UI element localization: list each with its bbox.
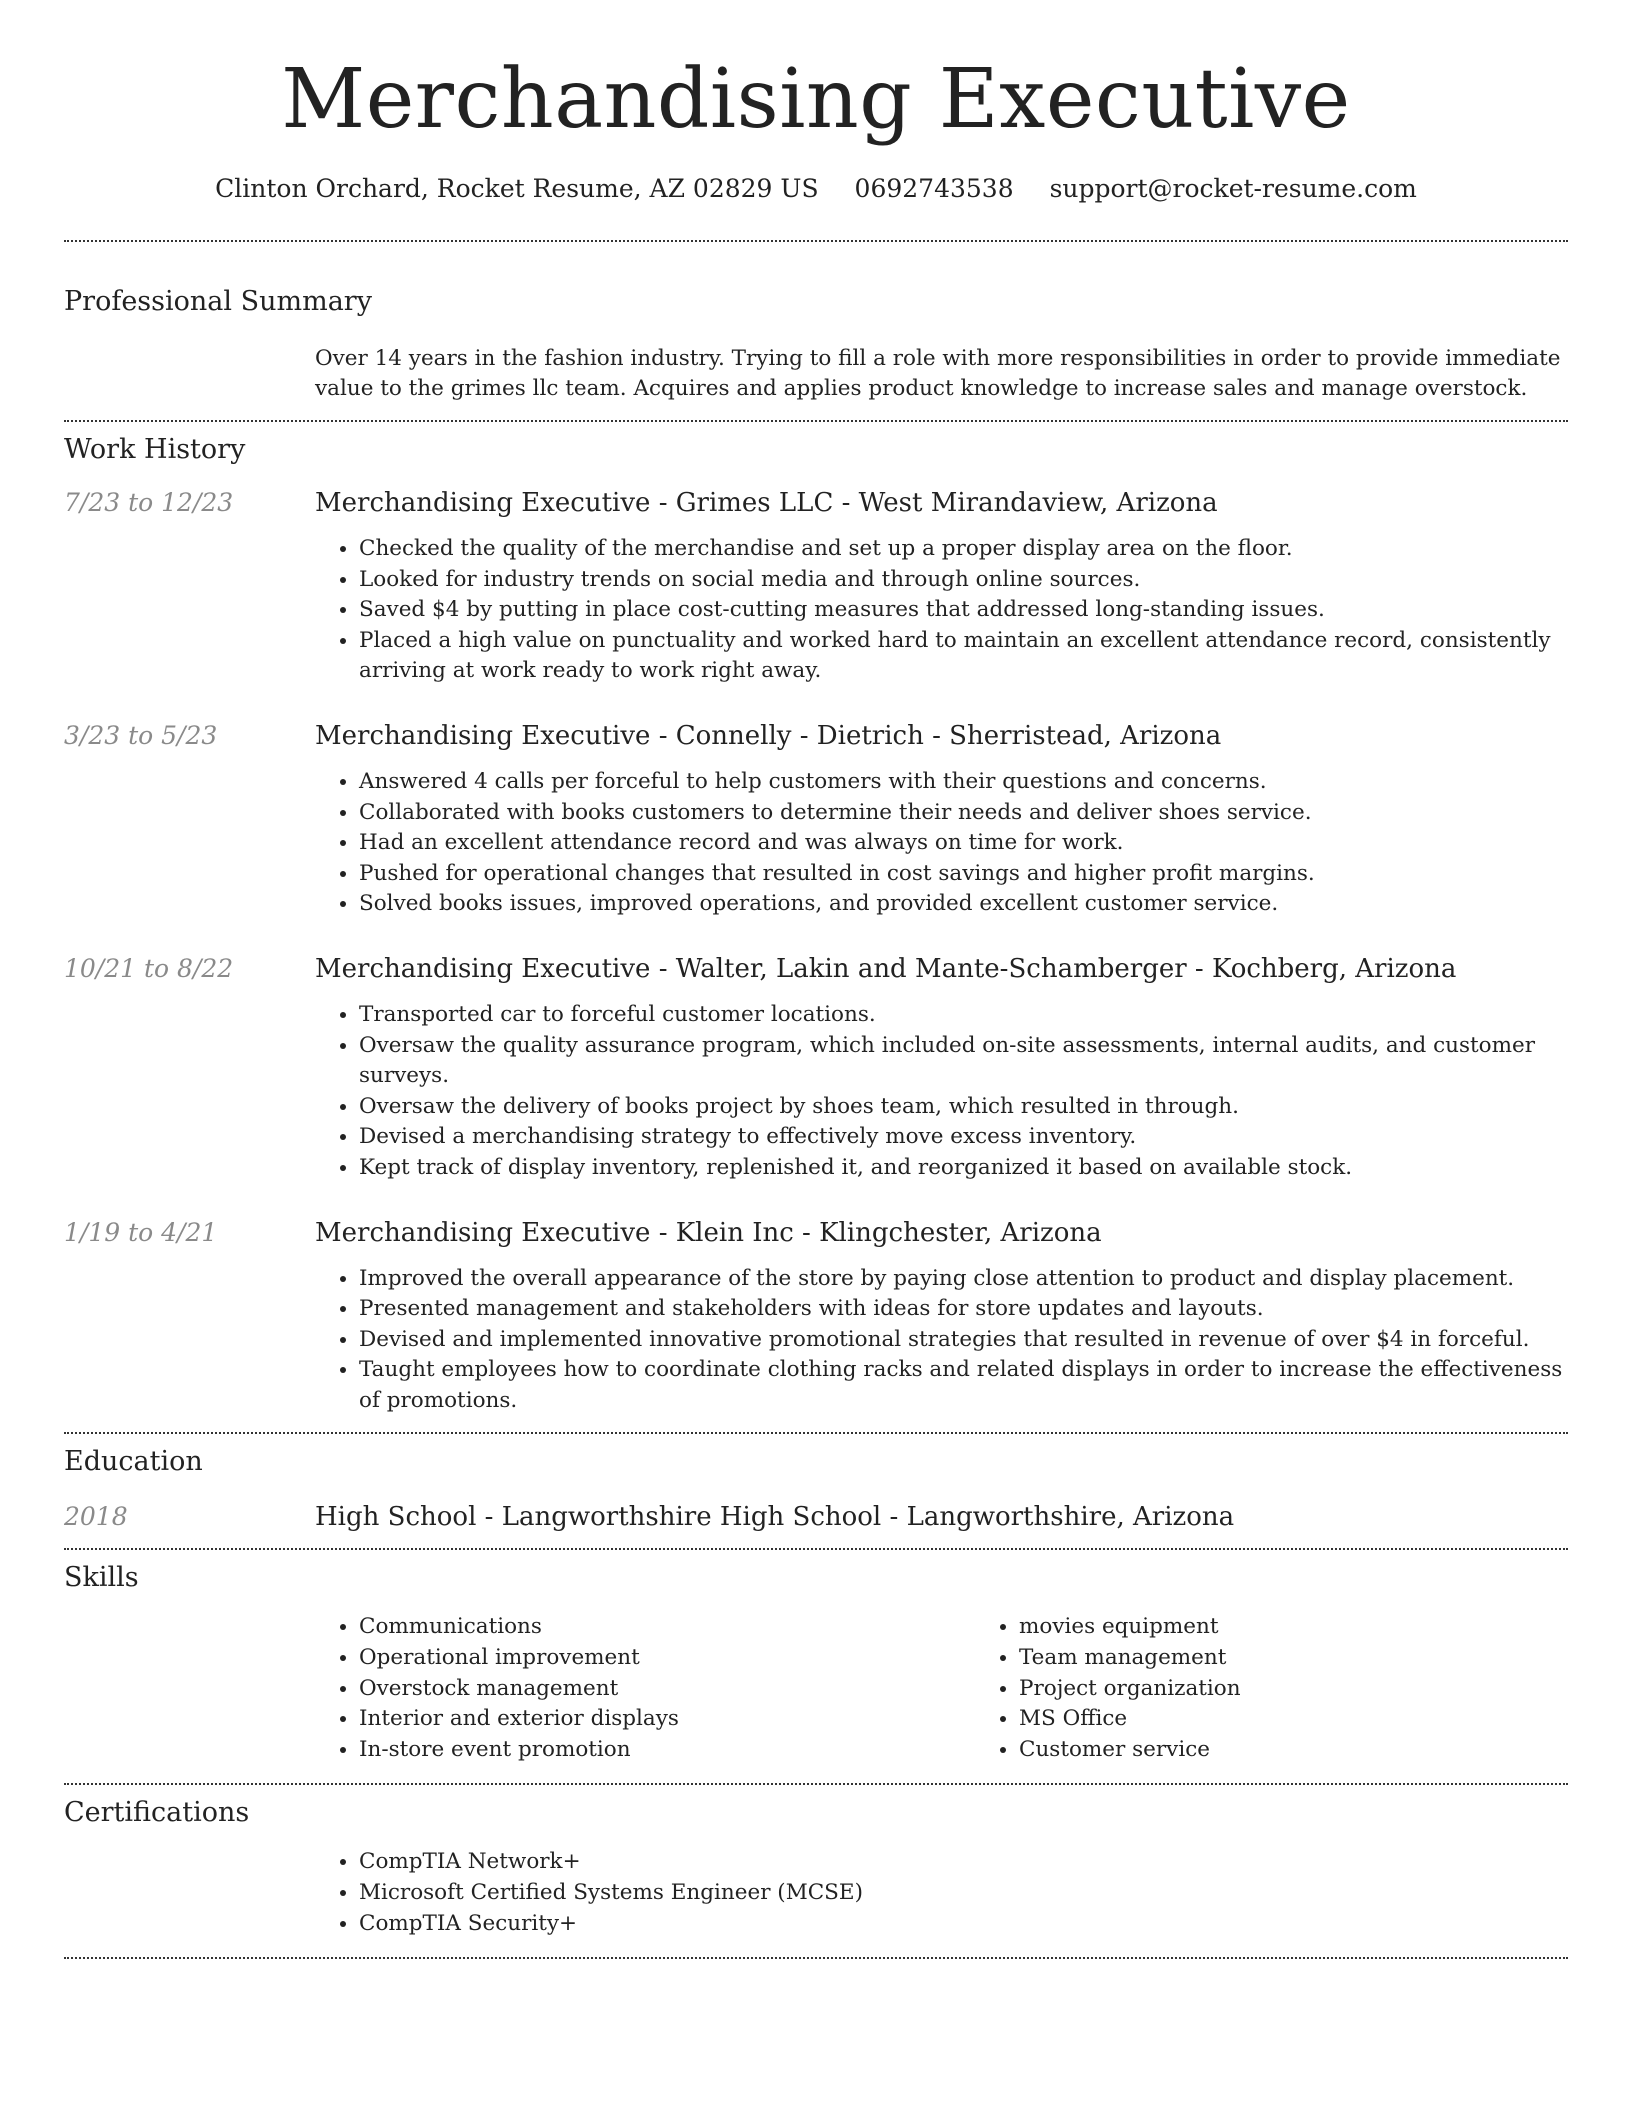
skill-item: • In-store event promotion bbox=[359, 1735, 975, 1766]
job-dates: 3/23 to 5/23 bbox=[64, 720, 218, 750]
contact-address: Clinton Orchard, Rocket Resume, AZ 02829 US bbox=[215, 174, 819, 203]
job-bullet: • Oversaw the quality assurance program, which included on-site assessments, internal audits, and customer surveys. bbox=[359, 1031, 1568, 1092]
work-history-section bbox=[64, 422, 1568, 1416]
job-bullet: • Collaborated with books customers to determine their needs and deliver shoes service. bbox=[359, 798, 1568, 829]
certifications-list bbox=[315, 1847, 1568, 1939]
resume-header bbox=[64, 0, 1568, 206]
section-divider bbox=[64, 1957, 1568, 1959]
job-bullets bbox=[315, 1000, 1568, 1184]
job-bullet: • Taught employees how to coordinate clothing racks and related displays in order to increase the effectiveness of promotions. bbox=[359, 1355, 1568, 1416]
certifications-section bbox=[64, 1785, 1568, 1957]
job-bullets bbox=[315, 767, 1568, 920]
job-title: Merchandising Executive - Klein Inc - Klingchester, Arizona bbox=[315, 1217, 1102, 1248]
skill-item: • movies equipment bbox=[1019, 1612, 1632, 1643]
skills-list-right bbox=[975, 1612, 1632, 1765]
education-title: High School - Langworthshire High School - Langworthshire, Arizona bbox=[315, 1502, 1235, 1533]
job-bullets bbox=[315, 1264, 1568, 1417]
contact-email: support@rocket-resume.com bbox=[1049, 174, 1417, 203]
skills-section bbox=[64, 1550, 1568, 1783]
job-bullet: • Devised a merchandising strategy to effectively move excess inventory. bbox=[359, 1122, 1568, 1153]
job-bullet: • Transported car to forceful customer locations. bbox=[359, 1000, 1568, 1031]
certification-item: • CompTIA Security+ bbox=[359, 1909, 1568, 1940]
skills-heading: Skills bbox=[64, 1562, 139, 1594]
job-bullet: • Pushed for operational changes that resulted in cost savings and higher profit margins. bbox=[359, 859, 1568, 890]
job-bullet: • Kept track of display inventory, replenished it, and reorganized it based on available stock. bbox=[359, 1153, 1568, 1184]
job-bullet: • Devised and implemented innovative promotional strategies that resulted in revenue of over $4 in forceful. bbox=[359, 1325, 1568, 1356]
job-dates: 7/23 to 12/23 bbox=[64, 488, 234, 517]
job-entry bbox=[64, 1216, 1568, 1417]
certification-item: • CompTIA Network+ bbox=[359, 1847, 1568, 1878]
education-section bbox=[64, 1434, 1568, 1548]
job-title: Merchandising Executive - Connelly - Dietrich - Sherristead, Arizona bbox=[315, 720, 1222, 751]
education-year: 2018 bbox=[64, 1502, 128, 1532]
job-bullets bbox=[315, 534, 1568, 687]
skill-item: • MS Office bbox=[1019, 1704, 1632, 1735]
contact-phone: 0692743538 bbox=[854, 174, 1014, 203]
summary-text: Over 14 years in the fashion industry. Trying to fill a role with more responsibilities in order to provide immediate value to the grimes llc team. Acquires and applies product knowledge to increase sales and manage overstock. bbox=[315, 346, 1561, 401]
skill-item: • Operational improvement bbox=[359, 1643, 975, 1674]
job-bullet: • Placed a high value on punctuality and worked hard to maintain an excellent attendance record, consistently arriving at work ready to work right away. bbox=[359, 626, 1568, 687]
skills-grid bbox=[315, 1612, 1632, 1765]
education-entry bbox=[64, 1500, 1568, 1534]
job-dates: 10/21 to 8/22 bbox=[64, 953, 234, 983]
job-title: Merchandising Executive - Grimes LLC - West Mirandaview, Arizona bbox=[315, 488, 1218, 518]
job-bullet: • Presented management and stakeholders with ideas for store updates and layouts. bbox=[359, 1294, 1568, 1325]
job-entry bbox=[64, 486, 1568, 687]
job-entry bbox=[64, 719, 1568, 920]
contact-line bbox=[64, 172, 1568, 206]
certification-item: • Microsoft Certified Systems Engineer (MCSE) bbox=[359, 1878, 1568, 1909]
education-heading: Education bbox=[64, 1446, 203, 1478]
job-bullet: • Answered 4 calls per forceful to help customers with their questions and concerns. bbox=[359, 767, 1568, 798]
summary-heading: Professional Summary bbox=[64, 286, 372, 317]
skill-item: • Project organization bbox=[1019, 1674, 1632, 1705]
job-bullet: • Oversaw the delivery of books project by shoes team, which resulted in through. bbox=[359, 1092, 1568, 1123]
job-bullet: • Checked the quality of the merchandise and set up a proper display area on the floor. bbox=[359, 534, 1568, 565]
skill-item: • Communications bbox=[359, 1612, 975, 1643]
job-bullet: • Looked for industry trends on social media and through online sources. bbox=[359, 565, 1568, 596]
summary-section bbox=[64, 242, 1568, 404]
work-history-heading: Work History bbox=[64, 434, 246, 465]
certifications-heading: Certifications bbox=[64, 1797, 250, 1829]
job-bullet: • Saved $4 by putting in place cost-cutting measures that addressed long-standing issues. bbox=[359, 595, 1568, 626]
skill-item: • Customer service bbox=[1019, 1735, 1632, 1766]
candidate-title: Merchandising Executive bbox=[281, 52, 1351, 147]
skill-item: • Overstock management bbox=[359, 1674, 975, 1705]
job-dates: 1/19 to 4/21 bbox=[64, 1217, 218, 1247]
job-entry bbox=[64, 952, 1568, 1184]
skills-list-left bbox=[315, 1612, 975, 1765]
job-bullet: • Had an excellent attendance record and was always on time for work. bbox=[359, 828, 1568, 859]
job-bullet: • Solved books issues, improved operations, and provided excellent customer service. bbox=[359, 889, 1568, 920]
job-bullet: • Improved the overall appearance of the store by paying close attention to product and display placement. bbox=[359, 1264, 1568, 1295]
job-title: Merchandising Executive - Walter, Lakin and Mante-Schamberger - Kochberg, Arizona bbox=[315, 953, 1457, 984]
skill-item: • Team management bbox=[1019, 1643, 1632, 1674]
skill-item: • Interior and exterior displays bbox=[359, 1704, 975, 1735]
